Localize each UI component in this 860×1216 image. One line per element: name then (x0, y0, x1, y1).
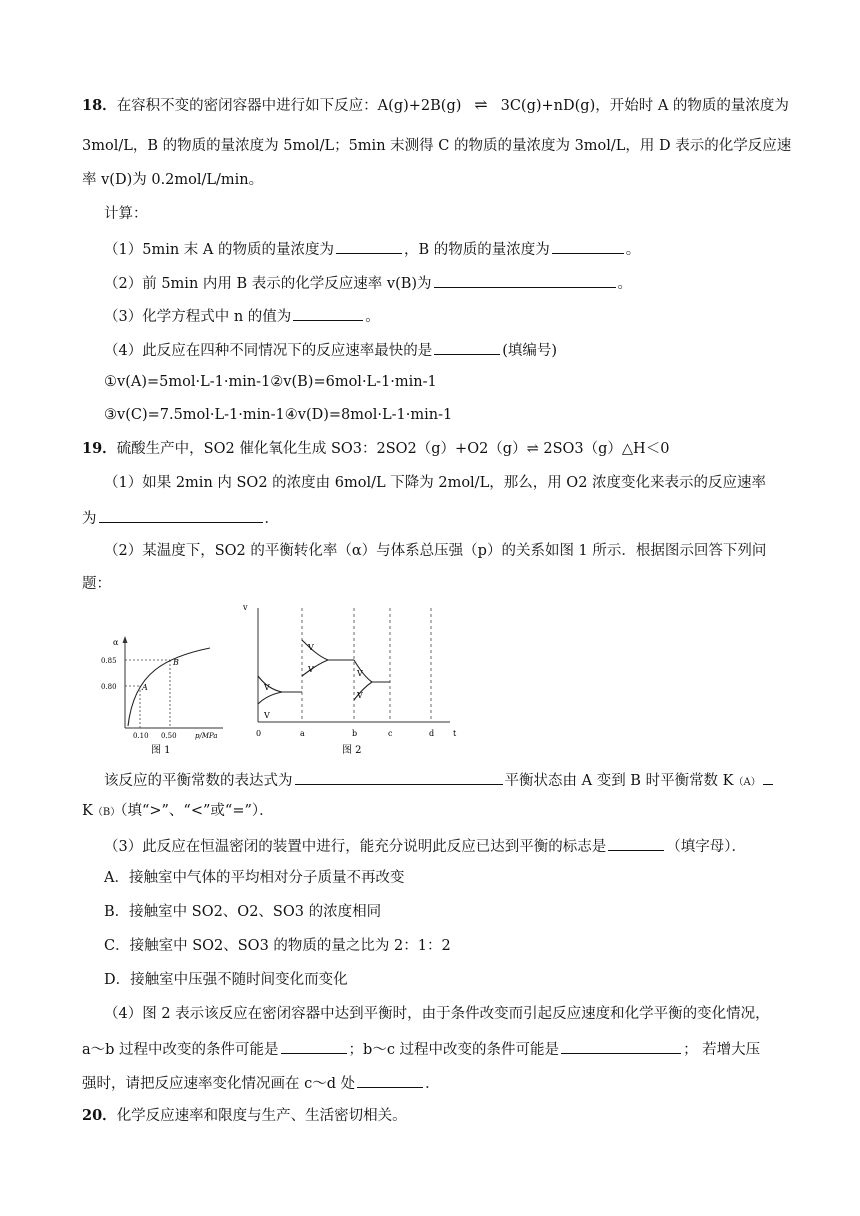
q18-part2-text-b: 。 (617, 276, 633, 292)
q19-part4-text-f: ． (425, 1076, 440, 1092)
q18-part4-text-a: （4）此反应在四种不同情况下的反应速率最快的是 (104, 343, 433, 359)
answer-blank[interactable] (293, 305, 363, 321)
q18-part1 (104, 238, 640, 260)
q18-line3: 率 v(D)为 0.2mol/L/min。 (82, 172, 264, 188)
fig1-ytick-080: 0.80 (101, 683, 117, 691)
equilibrium-arrow-icon: ⇌ (474, 95, 488, 114)
q18-part3-text-b: 。 (365, 309, 380, 325)
q18-stem-a: 在容积不变的密闭容器中进行如下反应：A(g)+2B(g) (116, 98, 466, 114)
fig1-xlabel: p/MPa (195, 732, 218, 740)
fig1-xtick-050: 0.50 (161, 732, 177, 740)
q19-k-text-b: 平衡状态由 A 变到 B 时平衡常数 K (504, 773, 734, 789)
answer-blank[interactable] (336, 238, 402, 254)
fig2-xtick-0: 0 (256, 729, 262, 738)
fig1-point-a: A (142, 683, 148, 692)
figure-1-conversion-vs-pressure (95, 630, 235, 760)
fig2-ylabel: v (243, 603, 248, 612)
figure-2-rate-vs-time (243, 600, 465, 760)
fig2-label-v-pos-3: V (357, 669, 363, 678)
q19-part2-k-line2 (82, 801, 274, 823)
q19-option-a: A．接触室中气体的平均相对分子质量不再改变 (104, 870, 405, 886)
fig1-xtick-010: 0.10 (133, 732, 149, 740)
q19-option-d: D．接触室中压强不随时间变化而变化 (104, 972, 348, 988)
fig1-caption: 图 1 (151, 745, 171, 756)
answer-blank[interactable] (434, 339, 500, 355)
answer-blank[interactable] (552, 238, 624, 254)
q19-part4-line3 (82, 1072, 440, 1094)
answer-blank[interactable] (608, 835, 664, 851)
q19-option-c: C．接触室中 SO2、SO3 的物质的量之比为 2：1：2 (104, 938, 451, 954)
fig1-ylabel: α (113, 638, 119, 647)
q18-part2 (104, 272, 632, 294)
answer-blank[interactable] (434, 272, 616, 288)
fig2-xtick-d: d (429, 729, 435, 738)
q18-stem-b: 3C(g)+nD(g)，开始时 A 的物质的量浓度为 (496, 98, 789, 114)
q18-part2-text-a: （2）前 5min 内用 B 表示的化学反应速率 v(B)为 (104, 276, 432, 292)
q19-part4-text-c: ；b～c 过程中改变的条件可能是 (348, 1042, 560, 1058)
q19-part1-line2 (82, 507, 279, 529)
answer-blank[interactable] (99, 507, 263, 523)
q18-part3 (104, 305, 380, 327)
q19-number: 19． (82, 440, 117, 457)
q19-stem-line (82, 439, 669, 459)
q18-calc-label: 计算： (104, 206, 148, 222)
q19-part1-text-b: 为 (82, 511, 97, 527)
q19-k-text-a: 该反应的平衡常数的表达式为 (104, 773, 293, 789)
answer-blank[interactable] (281, 1038, 347, 1054)
q18-number: 18． (82, 97, 117, 114)
q19-part2-k-line1 (104, 769, 775, 793)
fig2-vneg-segment-ab (302, 660, 328, 676)
q19-part4-text-b: a～b 过程中改变的条件可能是 (82, 1042, 279, 1058)
fig1-ytick-085: 0.85 (101, 657, 117, 665)
fig1-y-arrow-icon (123, 636, 128, 643)
answer-blank[interactable] (357, 1072, 423, 1088)
q18-part3-text-a: （3）化学方程式中 n 的值为 (104, 309, 292, 325)
q19-part3-text-b: （填字母）． (666, 839, 746, 855)
fig2-vneg-segment-0a (258, 692, 282, 704)
q18-part1-text-b: ，B 的物质的量浓度为 (403, 242, 550, 258)
fig2-label-v-pos-1: V (264, 683, 270, 692)
q18-line2: 3mol/L，B 的物质的量浓度为 5mol/L；5min 末测得 C 的物质的量浓度为 3mol/L，用 D 表示的化学反应速 (82, 138, 792, 154)
q19-part2-line2: 题： (82, 576, 111, 592)
fig2-xtick-b: b (352, 729, 358, 738)
q19-option-b: B．接触室中 SO2、O2、SO3 的浓度相同 (104, 904, 382, 920)
answer-blank[interactable] (295, 769, 503, 785)
q18-part1-text-a: （1）5min 末 A 的物质的量浓度为 (104, 242, 334, 258)
q19-part4-line1: （4）图 2 表示该反应在密闭容器中达到平衡时，由于条件改变而引起反应速度和化学平衡的变化情况， (104, 1006, 770, 1022)
q19-part4-line2 (82, 1038, 760, 1060)
q18-options-2: ③v(C)=7.5mol·L-1·min-1④v(D)=8mol·L-1·min-1 (104, 407, 453, 423)
fig2-xtick-a: a (300, 729, 305, 738)
q19-part1-text-c: ． (264, 511, 279, 527)
q19-k-text-c: K (82, 803, 93, 819)
q19-k-sub-a: （A） (733, 777, 761, 788)
fig2-xlabel: t (453, 729, 457, 738)
q18-options-1: ①v(A)=5mol·L-1·min-1②v(B)=6mol·L-1·min-1 (104, 374, 437, 390)
q20-stem-line (82, 1106, 407, 1126)
q18-part1-text-c: 。 (625, 242, 641, 258)
q19-stem: 硫酸生产中，SO2 催化氧化生成 SO3：2SO2（g）+O2（g）⇌ 2SO3（g）△H＜0 (116, 441, 670, 457)
q20-stem: 化学反应速率和限度与生产、生活密切相关。 (116, 1108, 407, 1124)
fig1-point-b: B (173, 658, 179, 667)
q19-part1-line1: （1）如果 2min 内 SO2 的浓度由 6mol/L 下降为 2mol/L，那么，用 O2 浓度变化来表示的反应速率 (104, 475, 767, 491)
q20-number: 20． (82, 1107, 117, 1124)
q19-part4-text-d: ； 若增大压 (683, 1042, 761, 1058)
q19-part3 (104, 835, 746, 857)
q18-line1 (82, 95, 789, 116)
q19-part4-text-e: 强时，请把反应速率变化情况画在 c～d 处 (82, 1076, 356, 1092)
q19-part2-line1: （2）某温度下，SO2 的平衡转化率（α）与体系总压强（p）的关系如图 1 所示．根据图示回答下列问 (104, 543, 767, 559)
q19-k-sub-b: （B） (92, 807, 121, 818)
answer-blank[interactable] (561, 1038, 681, 1054)
fig2-label-v-pos-2: V (308, 643, 314, 652)
fig2-caption: 图 2 (342, 745, 362, 756)
fig2-label-v-neg-3: V (357, 691, 363, 700)
fig2-xtick-c: c (388, 729, 393, 738)
q19-part3-text-a: （3）此反应在恒温密闭的装置中进行，能充分说明此反应已达到平衡的标志是 (104, 839, 607, 855)
answer-blank[interactable] (763, 769, 773, 785)
q18-part4 (104, 339, 557, 361)
q18-part4-text-b: (填编号) (502, 343, 558, 359)
fig2-label-v-neg-2: V (308, 665, 314, 674)
fig2-label-v-neg-1: V (264, 711, 270, 720)
q19-k-text-d: （填“>”、“<”或“=”）． (120, 803, 274, 819)
